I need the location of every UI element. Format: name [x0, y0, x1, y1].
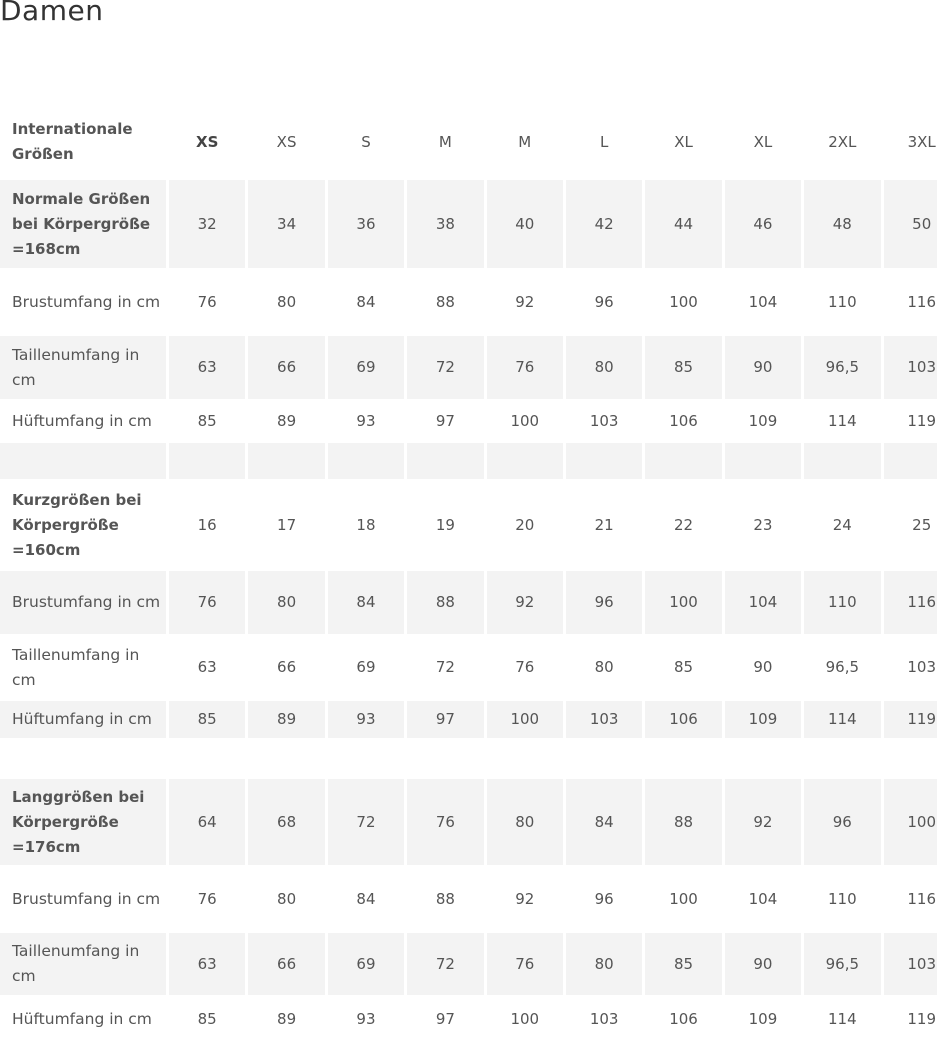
- value-cell: 38: [407, 180, 483, 268]
- value-cell: 114: [804, 701, 880, 738]
- value-cell: 88: [407, 571, 483, 634]
- value-cell: 116: [907, 292, 937, 311]
- value-cell: 25: [912, 515, 932, 534]
- value-cell: 90: [725, 933, 801, 995]
- value-cell: 110: [804, 571, 880, 634]
- value-cell: [248, 740, 324, 777]
- value-cell: 89: [277, 411, 297, 430]
- value-cell: [169, 740, 245, 777]
- value-cell: 119: [907, 411, 937, 430]
- value-cell: 80: [277, 292, 297, 311]
- value-cell: 76: [487, 933, 563, 995]
- row-label: Brustumfang in cm: [0, 571, 166, 634]
- value-cell: 106: [669, 411, 698, 430]
- value-cell: 16: [197, 515, 217, 534]
- value-cell: 21: [594, 515, 614, 534]
- measure-row: [0, 636, 937, 699]
- value-cell: 69: [328, 336, 404, 399]
- value-cell: 72: [435, 658, 455, 676]
- value-cell: 24: [832, 515, 852, 534]
- row-label: Taillenumfang in cm: [0, 933, 166, 995]
- section-row: [0, 481, 937, 569]
- size-header-cell: L: [599, 132, 609, 151]
- value-cell: 92: [515, 889, 535, 908]
- size-header-cell: XL: [753, 132, 773, 151]
- value-cell: 80: [566, 933, 642, 995]
- row-label: Taillenumfang in cm: [12, 645, 140, 689]
- value-cell: 72: [407, 933, 483, 995]
- value-cell: 93: [328, 701, 404, 738]
- value-cell: [884, 443, 937, 479]
- value-cell: 84: [566, 779, 642, 865]
- size-header-cell: M: [518, 132, 532, 151]
- value-cell: 114: [828, 1009, 857, 1028]
- value-cell: 85: [673, 658, 694, 676]
- value-cell: 100: [510, 1009, 540, 1028]
- value-cell: 84: [328, 571, 404, 634]
- value-cell: 106: [645, 701, 721, 738]
- value-cell: 119: [907, 1009, 937, 1028]
- value-cell: 100: [510, 411, 540, 430]
- value-cell: 42: [566, 180, 642, 268]
- value-cell: 85: [169, 701, 245, 738]
- value-cell: 96,5: [804, 336, 880, 399]
- value-cell: 85: [645, 336, 721, 399]
- size-header-cell: 2XL: [828, 132, 857, 151]
- value-cell: 103: [884, 336, 937, 399]
- row-label: Hüftumfang in cm: [12, 411, 152, 430]
- measure-row: [0, 997, 937, 1041]
- value-cell: 23: [753, 515, 773, 534]
- value-cell: 50: [884, 180, 937, 268]
- value-cell: 100: [669, 292, 698, 311]
- value-cell: 46: [725, 180, 801, 268]
- value-cell: 22: [673, 515, 694, 534]
- value-cell: 90: [725, 336, 801, 399]
- value-cell: 85: [645, 933, 721, 995]
- value-cell: 96: [804, 779, 880, 865]
- value-cell: 104: [748, 889, 778, 908]
- value-cell: 119: [884, 701, 937, 738]
- value-cell: 96: [566, 571, 642, 634]
- value-cell: 63: [197, 658, 217, 676]
- value-cell: 100: [884, 779, 937, 865]
- value-cell: 76: [515, 658, 535, 676]
- value-cell: [328, 740, 404, 777]
- spacer-row: [0, 443, 937, 479]
- value-cell: [248, 443, 324, 479]
- measure-row: [0, 270, 937, 334]
- section-row: [0, 180, 937, 268]
- measure-row: [0, 701, 937, 738]
- value-cell: 96,5: [804, 933, 880, 995]
- value-cell: 100: [669, 889, 698, 908]
- value-cell: 89: [277, 1009, 297, 1028]
- value-cell: 64: [169, 779, 245, 865]
- row-label: Hüftumfang in cm: [12, 1009, 152, 1028]
- value-cell: 103: [589, 1009, 619, 1028]
- section-row: [0, 779, 937, 865]
- measure-row: [0, 336, 937, 399]
- value-cell: 110: [828, 292, 857, 311]
- value-cell: 96,5: [825, 658, 860, 676]
- size-header-cell: XS: [196, 132, 219, 151]
- value-cell: 20: [515, 515, 535, 534]
- row-label: Hüftumfang in cm: [0, 701, 166, 738]
- value-cell: 66: [248, 933, 324, 995]
- value-cell: 84: [356, 889, 376, 908]
- value-cell: 19: [435, 515, 455, 534]
- value-cell: [725, 740, 801, 777]
- value-cell: 92: [487, 571, 563, 634]
- value-cell: 63: [169, 336, 245, 399]
- size-header-cell: 3XL: [907, 132, 936, 151]
- value-cell: 103: [589, 411, 619, 430]
- value-cell: 96: [594, 292, 614, 311]
- section-label: Langgrößen bei Körpergröße =176cm: [0, 779, 166, 865]
- value-cell: 76: [197, 889, 217, 908]
- value-cell: 68: [248, 779, 324, 865]
- section-label: Normale Größen bei Körpergröße =168cm: [0, 180, 166, 268]
- size-header-cell: XS: [276, 132, 297, 151]
- value-cell: 80: [277, 889, 297, 908]
- measure-row: [0, 571, 937, 634]
- value-cell: 84: [356, 292, 376, 311]
- header-label: Internationale Größen: [12, 120, 133, 163]
- value-cell: [804, 740, 880, 777]
- value-cell: 114: [828, 411, 857, 430]
- value-cell: 63: [169, 933, 245, 995]
- value-cell: [566, 443, 642, 479]
- row-label: Brustumfang in cm: [12, 889, 161, 908]
- header-row: [0, 106, 937, 178]
- value-cell: 76: [407, 779, 483, 865]
- measure-row: [0, 867, 937, 931]
- value-cell: [645, 740, 721, 777]
- value-cell: 69: [356, 658, 376, 676]
- value-cell: 116: [907, 889, 937, 908]
- value-cell: 88: [645, 779, 721, 865]
- value-cell: [487, 740, 563, 777]
- value-cell: 69: [328, 933, 404, 995]
- value-cell: 97: [435, 411, 455, 430]
- value-cell: 36: [328, 180, 404, 268]
- row-label: Brustumfang in cm: [12, 292, 161, 311]
- value-cell: 76: [487, 336, 563, 399]
- value-cell: 80: [487, 779, 563, 865]
- size-header-cell: S: [361, 132, 371, 151]
- value-cell: [407, 740, 483, 777]
- value-cell: 97: [407, 701, 483, 738]
- row-label: Taillenumfang in cm: [0, 336, 166, 399]
- value-cell: 66: [248, 336, 324, 399]
- value-cell: [884, 740, 937, 777]
- value-cell: 66: [277, 658, 297, 676]
- value-cell: 106: [669, 1009, 698, 1028]
- spacer-row: [0, 740, 937, 777]
- value-cell: 100: [487, 701, 563, 738]
- value-cell: 18: [356, 515, 376, 534]
- value-cell: [645, 443, 721, 479]
- value-cell: 80: [566, 336, 642, 399]
- value-cell: 80: [594, 658, 614, 676]
- value-cell: 97: [435, 1009, 455, 1028]
- size-header-cell: XL: [674, 132, 693, 151]
- measure-row: [0, 401, 937, 441]
- value-cell: 76: [169, 571, 245, 634]
- row-label: [0, 443, 166, 479]
- value-cell: 92: [515, 292, 535, 311]
- value-cell: 116: [884, 571, 937, 634]
- value-cell: 103: [907, 658, 937, 676]
- row-label: [0, 740, 166, 777]
- value-cell: 100: [645, 571, 721, 634]
- value-cell: 93: [356, 1009, 376, 1028]
- value-cell: 104: [748, 292, 778, 311]
- value-cell: 103: [884, 933, 937, 995]
- value-cell: 34: [248, 180, 324, 268]
- value-cell: 109: [748, 411, 778, 430]
- value-cell: [804, 443, 880, 479]
- value-cell: 17: [277, 515, 297, 534]
- value-cell: 88: [435, 292, 455, 311]
- value-cell: 96: [594, 889, 614, 908]
- section-label: Kurzgrößen bei Körpergröße =160cm: [12, 490, 142, 559]
- value-cell: [487, 443, 563, 479]
- value-cell: 93: [356, 411, 376, 430]
- value-cell: [328, 443, 404, 479]
- size-chart-table: [0, 104, 937, 1043]
- value-cell: 92: [725, 779, 801, 865]
- value-cell: [725, 443, 801, 479]
- value-cell: 32: [169, 180, 245, 268]
- value-cell: [566, 740, 642, 777]
- value-cell: 85: [197, 411, 217, 430]
- value-cell: 44: [645, 180, 721, 268]
- value-cell: 109: [748, 1009, 778, 1028]
- size-header-cell: M: [438, 132, 452, 151]
- value-cell: 76: [197, 292, 217, 311]
- value-cell: 72: [328, 779, 404, 865]
- value-cell: 48: [804, 180, 880, 268]
- value-cell: 40: [487, 180, 563, 268]
- value-cell: 89: [248, 701, 324, 738]
- value-cell: 110: [828, 889, 857, 908]
- value-cell: 72: [407, 336, 483, 399]
- value-cell: 90: [753, 658, 773, 676]
- value-cell: 88: [435, 889, 455, 908]
- value-cell: [169, 443, 245, 479]
- value-cell: 109: [725, 701, 801, 738]
- value-cell: [407, 443, 483, 479]
- page-title: Damen: [0, 0, 104, 27]
- value-cell: 85: [197, 1009, 217, 1028]
- value-cell: 80: [248, 571, 324, 634]
- value-cell: 103: [566, 701, 642, 738]
- measure-row: [0, 933, 937, 995]
- value-cell: 104: [725, 571, 801, 634]
